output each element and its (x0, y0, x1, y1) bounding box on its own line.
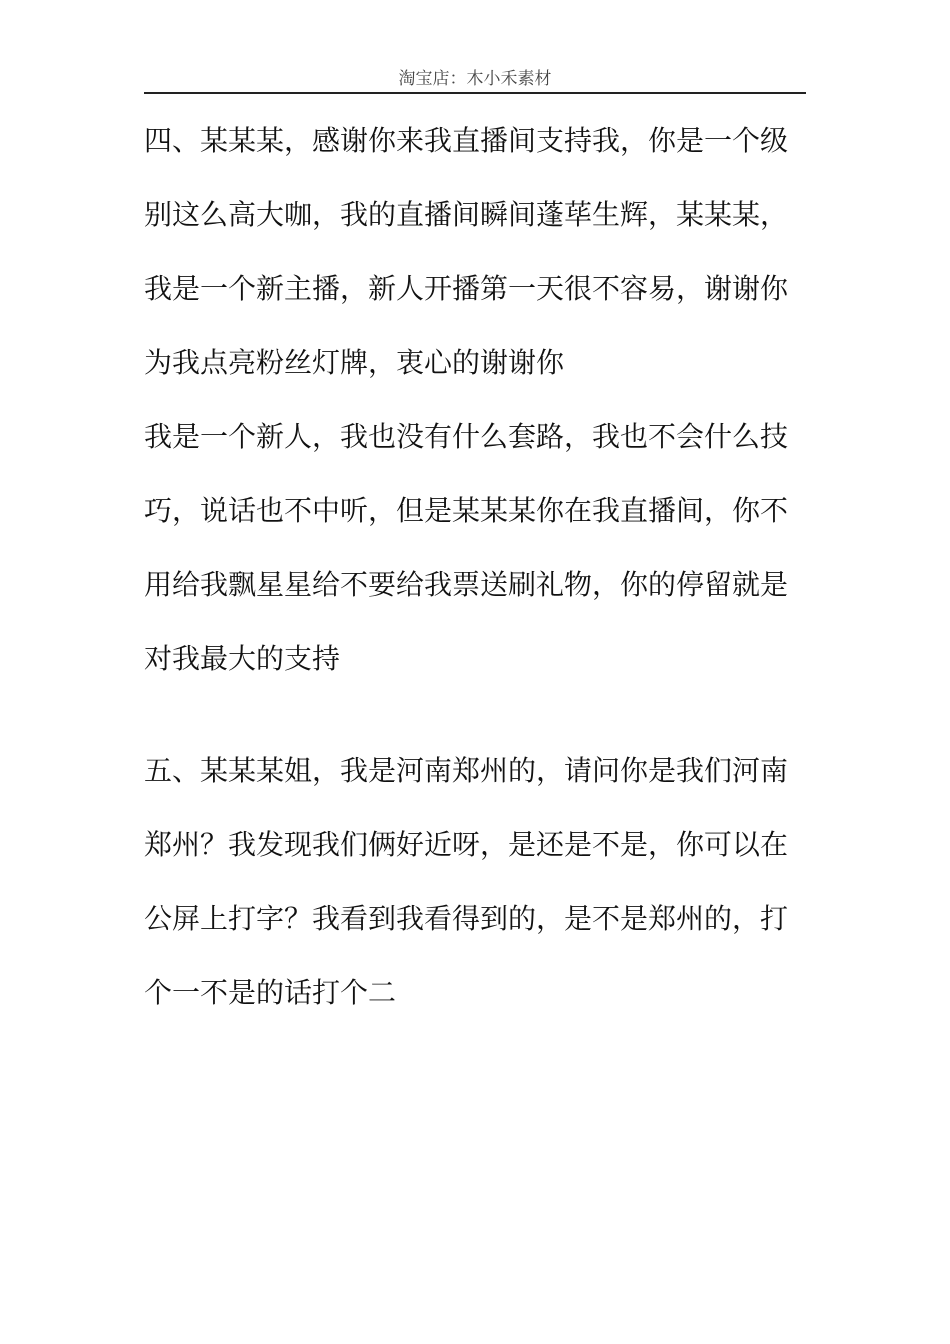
text-line: 我是一个新人，我也没有什么套路，我也不会什么技 (144, 420, 789, 453)
text-line: 用给我飘星星给不要给我票送刷礼物，你的停留就是 (144, 568, 789, 601)
text-line: 五、某某某姐，我是河南郑州的，请问你是我们河南 (144, 754, 789, 787)
text-line: 别这么高大咖，我的直播间瞬间蓬荜生辉，某某某， (144, 198, 789, 231)
paragraph-new-streamer (144, 400, 806, 696)
text-line: 对我最大的支持 (144, 642, 341, 675)
text-line: 四、某某某，感谢你来我直播间支持我，你是一个级 (144, 124, 789, 157)
paragraph-four (144, 104, 806, 400)
header-divider (144, 92, 806, 94)
text-line: 我是一个新主播，新人开播第一天很不容易，谢谢你 (144, 272, 789, 305)
shop-name: 淘宝店：木小禾素材 (398, 69, 552, 89)
text-line: 公屏上打字？我看到我看得到的，是不是郑州的，打 (144, 902, 789, 935)
text-line: 个一不是的话打个二 (144, 976, 397, 1009)
page-header (0, 68, 950, 90)
text-line: 郑州？我发现我们俩好近呀，是还是不是，你可以在 (144, 828, 789, 861)
text-line: 为我点亮粉丝灯牌，衷心的谢谢你 (144, 346, 565, 379)
paragraph-five (144, 734, 806, 1030)
text-line: 巧，说话也不中听，但是某某某你在我直播间，你不 (144, 494, 789, 527)
